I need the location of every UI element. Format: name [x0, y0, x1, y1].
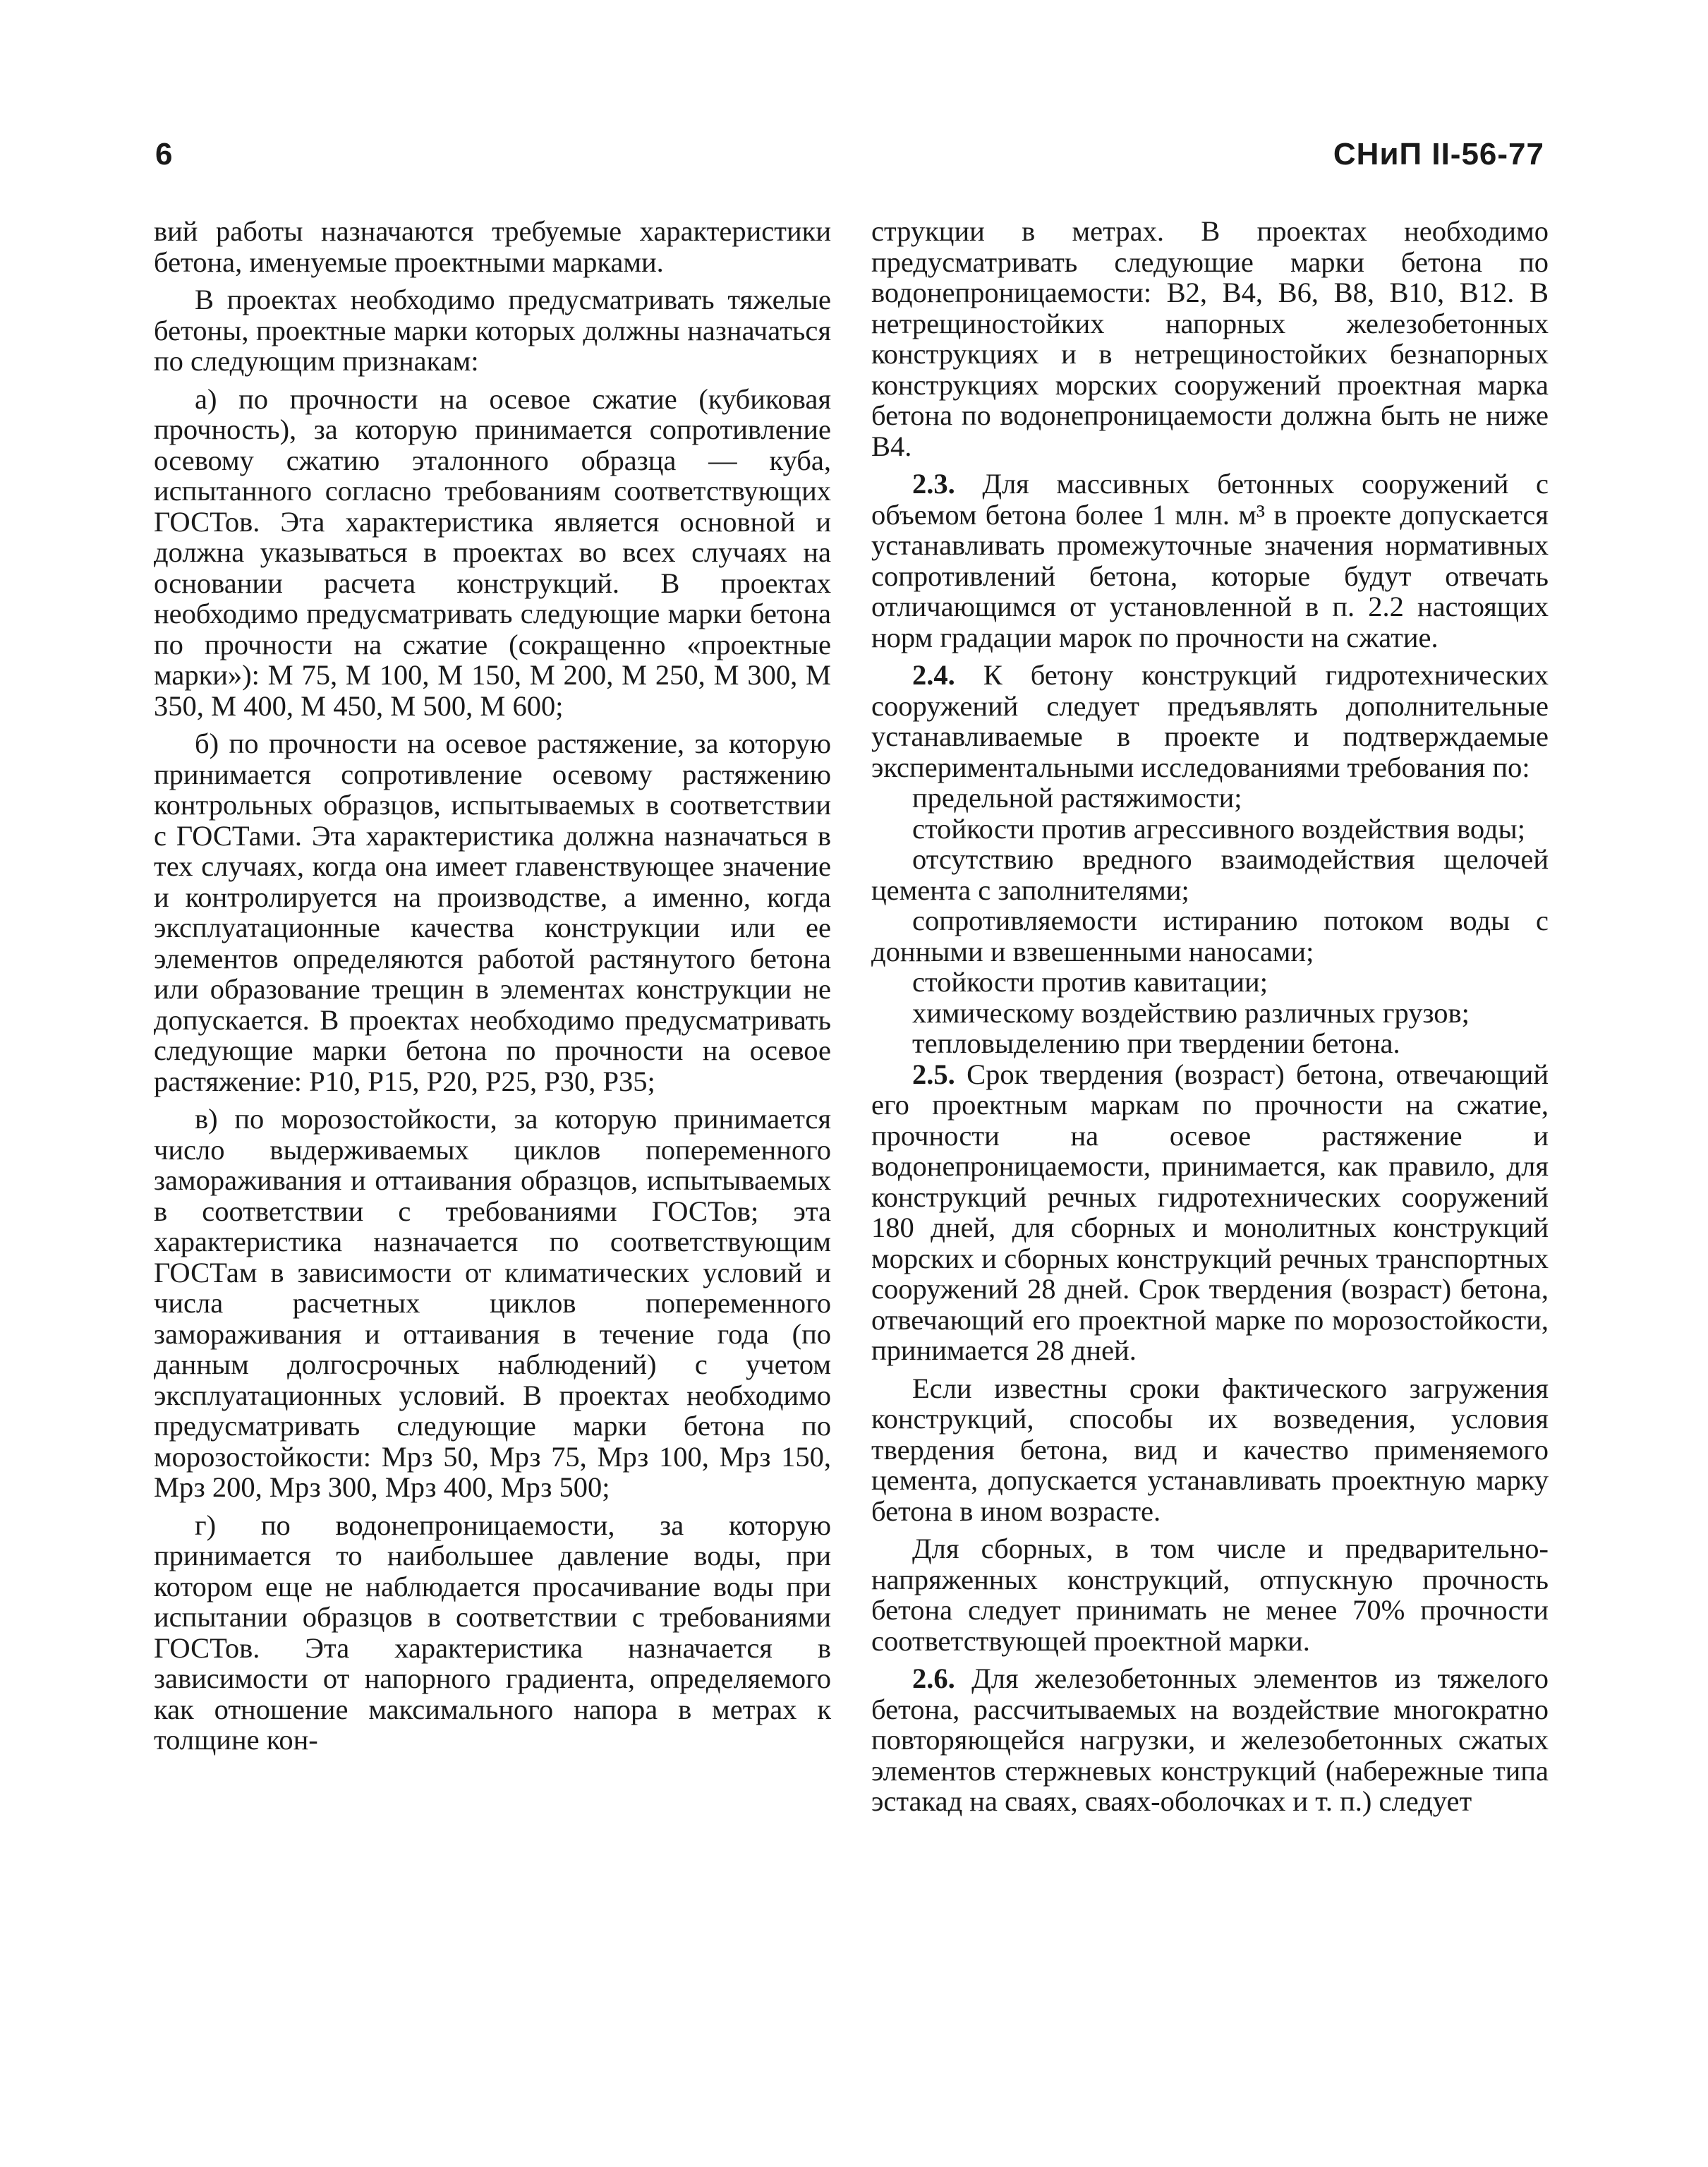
clause-2-5: [871, 1059, 1549, 1366]
list-item: стойкости против кавитации;: [912, 966, 1268, 998]
list-item: отсутствию вредного взаимодействия щелочей цемента с заполнителями;: [871, 843, 1549, 906]
paragraph-item-v: в) по морозостойкости, за которую принимается число выдерживаемых циклов попеременного замораживания и оттаивания образцов, испытываемых в соответствии с требованиями ГОСТов; эта характеристика назначается по соответствующим ГОСТам в зависимости от климатических условий и числа расчетных циклов попеременного замораживания и оттаивания в течение года (по данным долгосрочных наблюдений) с учетом эксплуатационных условий. В проектах необходимо предусматривать следующие марки бетона по морозостойкости: Мрз 50, Мрз 75, Мрз 100, Мрз 150, Мрз 200, Мрз 300, Мрз 400, Мрз 500;: [154, 1103, 831, 1503]
list-item: предельной растяжимости;: [912, 782, 1242, 814]
page-number: 6: [155, 137, 173, 171]
paragraph-item-a: а) по прочности на осевое сжатие (кубиковая прочность), за которую принимается сопротивление осевому сжатию эталонного образца — куба, испытанного согласно требованиям соответствующих ГОСТов. Эта характеристика является основной и должна указываться в проектах во всех случаях на основании расчета конструкций. В проектах необходимо предусматривать следующие марки бетона по прочности на сжатие (сокращенно «проектные марки»): М 75, М 100, М 150, М 200, М 250, М 300, М 350, М 400, М 450, М 500, М 600;: [154, 382, 831, 722]
paragraph-item-b: б) по прочности на осевое растяжение, за которую принимается сопротивление осевому растяжению контрольных образцов, испытываемых в соответствии с ГОСТами. Эта характеристика должна назначаться в тех случаях, когда она имеет главенствующее значение и контролируется на производстве, а именно, когда эксплуатационные качества конструкции или ее элементов определяются работой растянутого бетона или образование трещин в элементах конструкции не допускается. В проектах необходимо предусматривать следующие марки бетона по прочности на осевое растяжение: Р10, Р15, Р20, Р25, Р30, Р35;: [154, 728, 831, 1097]
paragraph: вий работы назначаются требуемые характеристики бетона, именуемые проектными марками.: [154, 215, 831, 278]
paragraph-item-g: г) по водонепроницаемости, за которую принимается то наибольшее давление воды, при котором еще не наблюдается просачивание воды при испытании образцов в соответствии с требованиями ГОСТов. Эта характеристика назначается в зависимости от напорного градиента, определяемого как отношение максимального напора в метрах к толщине кон-: [154, 1509, 831, 1756]
clause-2-3: [871, 469, 1549, 653]
clause-text: Для массивных бетонных сооружений с объемом бетона более 1 млн. м³ в проекте допускается устанавливать промежуточные значения нормативных сопротивлений бетона, которые будут отвечать отличающимся от установленной в п. 2.2 настоящих норм градации марок по прочности на сжатие.: [871, 468, 1549, 653]
list-item: сопротивляемости истиранию потоком воды с донными и взвешенными наносами;: [871, 905, 1549, 967]
clause-number: 2.5.: [912, 1058, 955, 1090]
left-column: [154, 216, 831, 1756]
clause-number: 2.4.: [912, 659, 955, 691]
clause-2-6: [871, 1663, 1549, 1817]
paragraph: В проектах необходимо предусматривать тяжелые бетоны, проектные марки которых должны назначаться по следующим признакам:: [154, 284, 831, 377]
paragraph: Если известны сроки фактического загружения конструкций, способы их возведения, условия твердения бетона, вид и качество применяемого цемента, допускается устанавливать проектную марку бетона в ином возрасте.: [871, 1372, 1549, 1527]
right-column: [871, 216, 1549, 1817]
clause-text: К бетону конструкций гидротехнических сооружений следует предъявлять дополнительные устанавливаемые в проекте и подтверждаемые экспериментальными исследованиями требования по:: [871, 659, 1549, 783]
paragraph: струкции в метрах. В проектах необходимо предусматривать следующие марки бетона по водонепроницаемости: В2, В4, В6, В8, В10, В12. В нетрещиностойких напорных железобетонных конструкциях и в нетрещиностойких безнапорных конструкциях морских сооружений проектная марка бетона по водонепроницаемости должна быть не ниже В4.: [871, 215, 1549, 462]
list-item: химическому воздействию различных грузов;: [912, 996, 1470, 1029]
clause-2-4: [871, 660, 1549, 783]
paragraph: Для сборных, в том числе и предварительно-напряженных конструкций, отпускную прочность бетона следует принимать не менее 70% прочности соответствующей проектной марки.: [871, 1533, 1549, 1657]
clause-number: 2.3.: [912, 468, 955, 500]
clause-text: Для железобетонных элементов из тяжелого бетона, рассчитываемых на воздействие многократно повторяющейся нагрузки, и железобетонных сжатых элементов стержневых конструкций (набережные типа эстакад на сваях, сваях-оболочках и т. п.) следует: [871, 1662, 1549, 1817]
clause-text: Срок твердения (возраст) бетона, отвечающий его проектным маркам по прочности на сжатие, прочности на осевое растяжение и водонепроницаемости, принимается, как правило, для конструкций речных гидротехнических сооружений 180 дней, для сборных и монолитных конструкций морских и сборных конструкций речных транспортных сооружений 28 дней. Срок твердения (возраст) бетона, отвечающий его проектной марке по морозостойкости, принимается 28 дней.: [871, 1058, 1549, 1366]
document-code: СНиП II-56-77: [1333, 137, 1544, 171]
list-item: стойкости против агрессивного воздействия воды;: [912, 812, 1525, 845]
clause-number: 2.6.: [912, 1662, 955, 1694]
list-item: тепловыделению при твердении бетона.: [912, 1027, 1400, 1059]
